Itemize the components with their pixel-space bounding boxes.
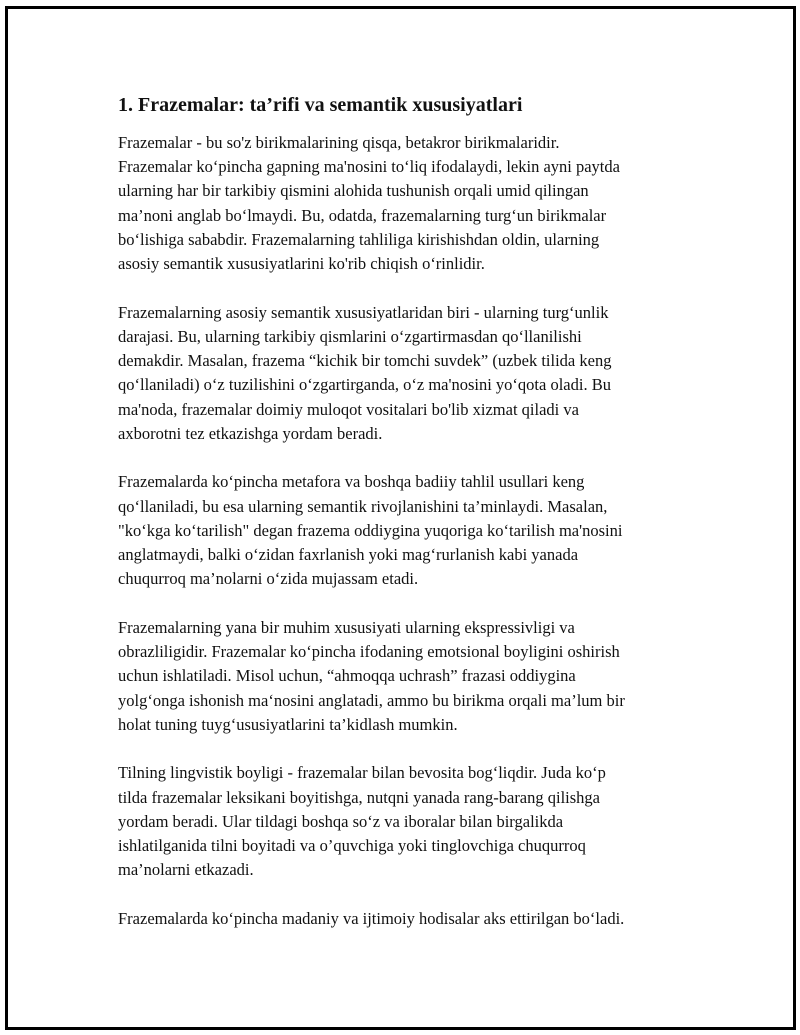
text-line: chuqurroq ma’nolarni o‘zida mujassam etadi. [118, 569, 419, 589]
text-line: "ko‘kga ko‘tarilish" degan frazema oddiygina yuqoriga ko‘tarilish ma'nosini [118, 520, 623, 540]
text-line: Frazemalar - bu so'z birikmalarining qisqa, betakror birikmalaridir. [118, 133, 560, 152]
text-line: yordam beradi. Ular tildagi boshqa so‘z va iboralar bilan birgalikda [118, 811, 564, 831]
paragraph-5 [118, 761, 693, 882]
text-line: asosiy semantik xususiyatlarini ko'rib chiqish o‘rinlidir. [118, 254, 485, 274]
text-line: ularning har bir tarkibiy qismini alohida tushunish orqali umid qilingan [118, 181, 589, 201]
text-line: uchun ishlatiladi. Misol uchun, “ahmoqqa uchrash” frazasi oddiygina [118, 666, 576, 686]
text-line: obrazliligidir. Frazemalar ko‘pincha ifodaning emotsional boyligini oshirish [118, 642, 620, 662]
text-line: Frazemalarning yana bir muhim xususiyati ularning ekspressivligi va [118, 617, 575, 637]
text-line: ishlatilganida tilni boyitadi va o’quvchiga yoki tinglovchiga chuqurroq [118, 836, 586, 856]
text-line: ma’nolarni etkazadi. [118, 860, 254, 880]
text-line: demakdir. Masalan, frazema “kichik bir tomchi suvdek” (uzbek tilida keng [118, 351, 612, 371]
text-line: darajasi. Bu, ularning tarkibiy qismlarini o‘zgartirmasdan qo‘llanilishi [118, 326, 582, 346]
text-line: anglatmaydi, balki o‘zidan faxrlanish yoki mag‘rurlanish kabi yanada [118, 545, 579, 565]
text-line: Frazemalarning asosiy semantik xususiyatlaridan biri - ularning turg‘unlik [118, 302, 609, 322]
text-line: qo‘llaniladi, bu esa ularning semantik rivojlanishini ta’minlaydi. Masalan, [118, 496, 608, 516]
text-line: axborotni tez etkazishga yordam beradi. [118, 423, 383, 443]
section-heading: 1. Frazemalar: ta’rifi va semantik xususiyatlari [118, 94, 523, 116]
text-line: ma’noni anglab bo‘lmaydi. Bu, odatda, frazemalarning turg‘un birikmalar [118, 205, 607, 225]
text-line: tilda frazemalar leksikani boyitishga, nutqni yanada rang-barang qilishga [118, 787, 601, 807]
text-line: yolg‘onga ishonish ma‘nosini anglatadi, ammo bu birikma orqali ma’lum bir [118, 690, 625, 710]
paragraph-6 [118, 907, 693, 931]
text-line: ma'noda, frazemalar doimiy muloqot vositalari bo'lib xizmat qiladi va [118, 399, 579, 419]
paragraph-4 [118, 616, 693, 737]
text-line: Frazemalarda ko‘pincha metafora va boshqa badiiy tahlil usullari keng [118, 472, 585, 492]
text-line: qo‘llaniladi) o‘z tuzilishini o‘zgartirganda, o‘z ma'nosini yo‘qota oladi. Bu [118, 375, 611, 395]
paragraph-1 [118, 131, 693, 276]
text-line: Tilning lingvistik boyligi - frazemalar bilan bevosita bog‘liqdir. Juda ko‘p [118, 763, 606, 783]
paragraph-2 [118, 301, 693, 446]
text-line: Frazemalar ko‘pincha gapning ma'nosini to‘liq ifodalaydi, lekin ayni paytda [118, 157, 620, 177]
text-line: bo‘lishiga sababdir. Frazemalarning tahliliga kirishishdan oldin, ularning [118, 229, 600, 249]
text-line: Frazemalarda ko‘pincha madaniy va ijtimoiy hodisalar aks ettirilgan bo‘ladi. [118, 908, 625, 928]
document-body [118, 92, 693, 956]
text-line: holat tuning tuyg‘ususiyatlarini ta’kidlash mumkin. [118, 714, 458, 734]
paragraph-3 [118, 470, 693, 591]
